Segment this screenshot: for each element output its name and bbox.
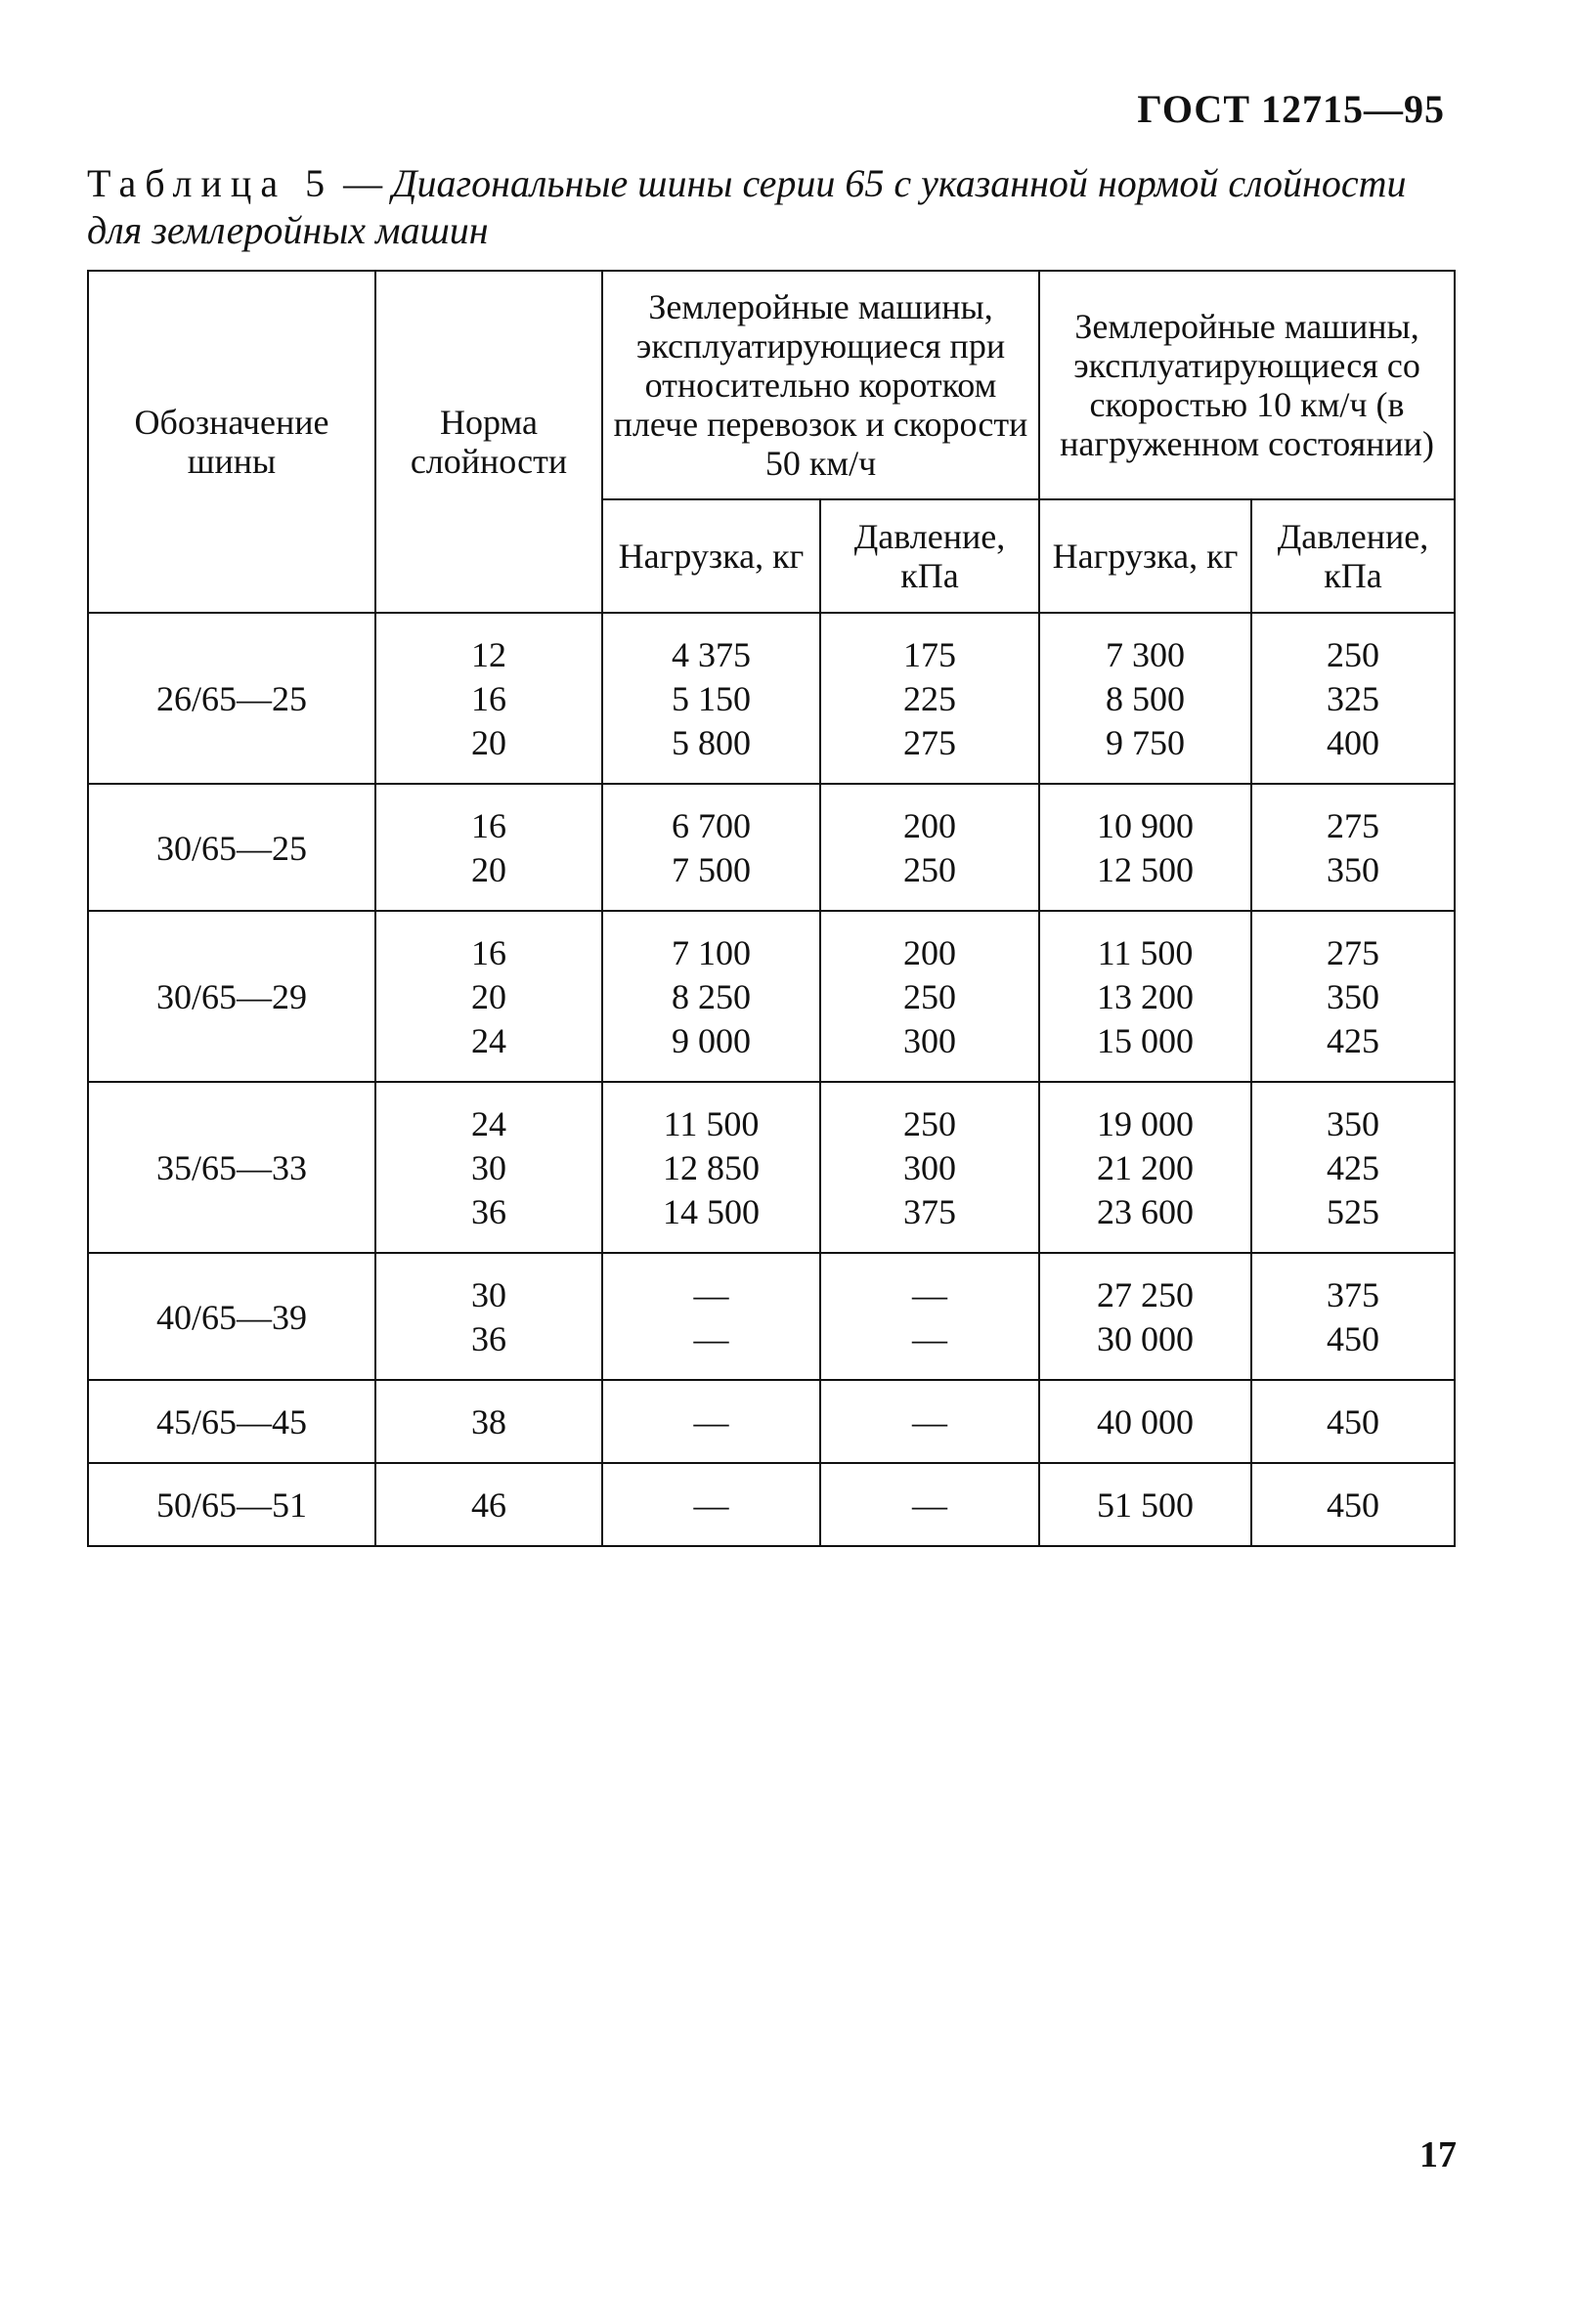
cell-value: 12 850 [663, 1148, 760, 1187]
load-a-cell [602, 911, 820, 1082]
pressure-b-cell [1251, 613, 1455, 784]
load-b-cell [1039, 1253, 1251, 1380]
cell-value: 175 [903, 635, 956, 674]
cell-value: 36 [471, 1319, 506, 1358]
cell-value: 11 500 [663, 1104, 760, 1143]
designation-cell: 40/65—39 [88, 1253, 375, 1380]
ply-cell [375, 1380, 602, 1463]
load-b-cell [1039, 1463, 1251, 1546]
header-load-a: Нагрузка, кг [602, 499, 820, 613]
cell-value: 19 000 [1097, 1104, 1195, 1143]
cell-value: 300 [903, 1148, 956, 1187]
pressure-b-cell [1251, 1253, 1455, 1380]
cell-value: 450 [1327, 1485, 1380, 1525]
table-title: Диагональные шины серии 65 с указанной нормой слойности для землеройных машин [87, 161, 1407, 252]
cell-value: 250 [903, 1104, 956, 1143]
cell-value: — [912, 1485, 947, 1525]
caption-dash: — [333, 161, 393, 205]
header-pressure-a: Давление, кПа [820, 499, 1039, 613]
header-load-b: Нагрузка, кг [1039, 499, 1251, 613]
designation-cell: 30/65—25 [88, 784, 375, 911]
cell-value: 375 [1327, 1275, 1380, 1314]
cell-value: 36 [471, 1192, 506, 1231]
cell-value: 450 [1327, 1402, 1380, 1442]
cell-value: 30 [471, 1148, 506, 1187]
cell-value: 200 [903, 806, 956, 845]
cell-value: 15 000 [1097, 1021, 1195, 1060]
cell-value: — [693, 1485, 729, 1525]
cell-value: 350 [1327, 977, 1380, 1016]
cell-value: 20 [471, 977, 506, 1016]
cell-value: 16 [471, 933, 506, 972]
cell-value: 30 [471, 1275, 506, 1314]
pressure-a-cell [820, 613, 1039, 784]
cell-value: 40 000 [1097, 1402, 1195, 1442]
cell-value: 4 375 [672, 635, 751, 674]
cell-value: 300 [903, 1021, 956, 1060]
table-row [88, 1463, 1455, 1546]
cell-value: 350 [1327, 850, 1380, 889]
cell-value: 20 [471, 850, 506, 889]
cell-value: — [693, 1275, 729, 1314]
load-b-cell [1039, 784, 1251, 911]
header-ply-rating: Норма слойности [375, 271, 602, 613]
ply-cell [375, 911, 602, 1082]
pressure-a-cell [820, 1463, 1039, 1546]
cell-value: 275 [903, 723, 956, 762]
document-code: ГОСТ 12715—95 [1137, 87, 1445, 131]
pressure-b-cell [1251, 911, 1455, 1082]
load-a-cell [602, 1253, 820, 1380]
cell-value: 46 [471, 1485, 506, 1525]
cell-value: 24 [471, 1021, 506, 1060]
cell-value: 5 150 [672, 679, 751, 718]
pressure-a-cell [820, 784, 1039, 911]
cell-value: 13 200 [1097, 977, 1195, 1016]
cell-value: 30 000 [1097, 1319, 1195, 1358]
cell-value: 350 [1327, 1104, 1380, 1143]
cell-value: 275 [1327, 806, 1380, 845]
cell-value: 7 300 [1106, 635, 1186, 674]
designation-cell: 35/65—33 [88, 1082, 375, 1253]
cell-value: 51 500 [1097, 1485, 1195, 1525]
tire-table [87, 270, 1456, 1547]
load-a-cell [602, 613, 820, 784]
cell-value: 7 100 [672, 933, 751, 972]
cell-value: 250 [903, 850, 956, 889]
pressure-b-cell [1251, 784, 1455, 911]
ply-cell [375, 1463, 602, 1546]
cell-value: 27 250 [1097, 1275, 1195, 1314]
designation-cell: 26/65—25 [88, 613, 375, 784]
cell-value: 10 900 [1097, 806, 1195, 845]
cell-value: 400 [1327, 723, 1380, 762]
cell-value: 7 500 [672, 850, 751, 889]
load-a-cell [602, 1463, 820, 1546]
table-row [88, 784, 1455, 911]
pressure-b-cell [1251, 1082, 1455, 1253]
cell-value: 5 800 [672, 723, 751, 762]
pressure-a-cell [820, 1082, 1039, 1253]
cell-value: — [912, 1319, 947, 1358]
cell-value: 14 500 [663, 1192, 760, 1231]
cell-value: 12 [471, 635, 506, 674]
cell-value: 275 [1327, 933, 1380, 972]
table-row [88, 613, 1455, 784]
cell-value: 12 500 [1097, 850, 1195, 889]
cell-value: 225 [903, 679, 956, 718]
designation-cell: 45/65—45 [88, 1380, 375, 1463]
table-label: Таблица 5 [87, 161, 334, 205]
designation-cell: 50/65—51 [88, 1463, 375, 1546]
cell-value: 21 200 [1097, 1148, 1195, 1187]
load-b-cell [1039, 613, 1251, 784]
cell-value: 9 750 [1106, 723, 1186, 762]
table-row [88, 1380, 1455, 1463]
cell-value: 16 [471, 679, 506, 718]
header-designation: Обозначение шины [88, 271, 375, 613]
load-b-cell [1039, 1082, 1251, 1253]
table-row [88, 1253, 1455, 1380]
cell-value: 11 500 [1097, 933, 1194, 972]
cell-value: 450 [1327, 1319, 1380, 1358]
designation-cell: 30/65—29 [88, 911, 375, 1082]
cell-value: — [693, 1402, 729, 1442]
cell-value: 23 600 [1097, 1192, 1195, 1231]
cell-value: 8 250 [672, 977, 751, 1016]
ply-cell [375, 784, 602, 911]
pressure-a-cell [820, 1380, 1039, 1463]
pressure-b-cell [1251, 1380, 1455, 1463]
cell-value: — [912, 1402, 947, 1442]
cell-value: 16 [471, 806, 506, 845]
cell-value: 20 [471, 723, 506, 762]
cell-value: 200 [903, 933, 956, 972]
load-a-cell [602, 1082, 820, 1253]
ply-cell [375, 613, 602, 784]
cell-value: 325 [1327, 679, 1380, 718]
table-row [88, 911, 1455, 1082]
cell-value: 8 500 [1106, 679, 1186, 718]
pressure-b-cell [1251, 1463, 1455, 1546]
load-b-cell [1039, 911, 1251, 1082]
cell-value: 250 [1327, 635, 1380, 674]
cell-value: 425 [1327, 1021, 1380, 1060]
cell-value: 425 [1327, 1148, 1380, 1187]
table-caption [87, 160, 1451, 254]
cell-value: 6 700 [672, 806, 751, 845]
table-body [88, 613, 1455, 1546]
cell-value: 9 000 [672, 1021, 751, 1060]
header-group-b: Землеройные машины, эксплуатирующиеся со скоростью 10 км/ч (в нагруженном состоянии) [1039, 271, 1455, 499]
header-group-a: Землеройные машины, эксплуатирующиеся при относительно коротком плече перевозок и скорости 50 км/ч [602, 271, 1039, 499]
cell-value: 525 [1327, 1192, 1380, 1231]
cell-value: 250 [903, 977, 956, 1016]
cell-value: 375 [903, 1192, 956, 1231]
ply-cell [375, 1253, 602, 1380]
ply-cell [375, 1082, 602, 1253]
load-a-cell [602, 1380, 820, 1463]
cell-value: — [693, 1319, 729, 1358]
cell-value: — [912, 1275, 947, 1314]
load-a-cell [602, 784, 820, 911]
pressure-a-cell [820, 911, 1039, 1082]
table-row [88, 1082, 1455, 1253]
load-b-cell [1039, 1380, 1251, 1463]
header-pressure-b: Давление, кПа [1251, 499, 1455, 613]
page-number: 17 [1419, 2134, 1457, 2175]
cell-value: 38 [471, 1402, 506, 1442]
pressure-a-cell [820, 1253, 1039, 1380]
cell-value: 24 [471, 1104, 506, 1143]
